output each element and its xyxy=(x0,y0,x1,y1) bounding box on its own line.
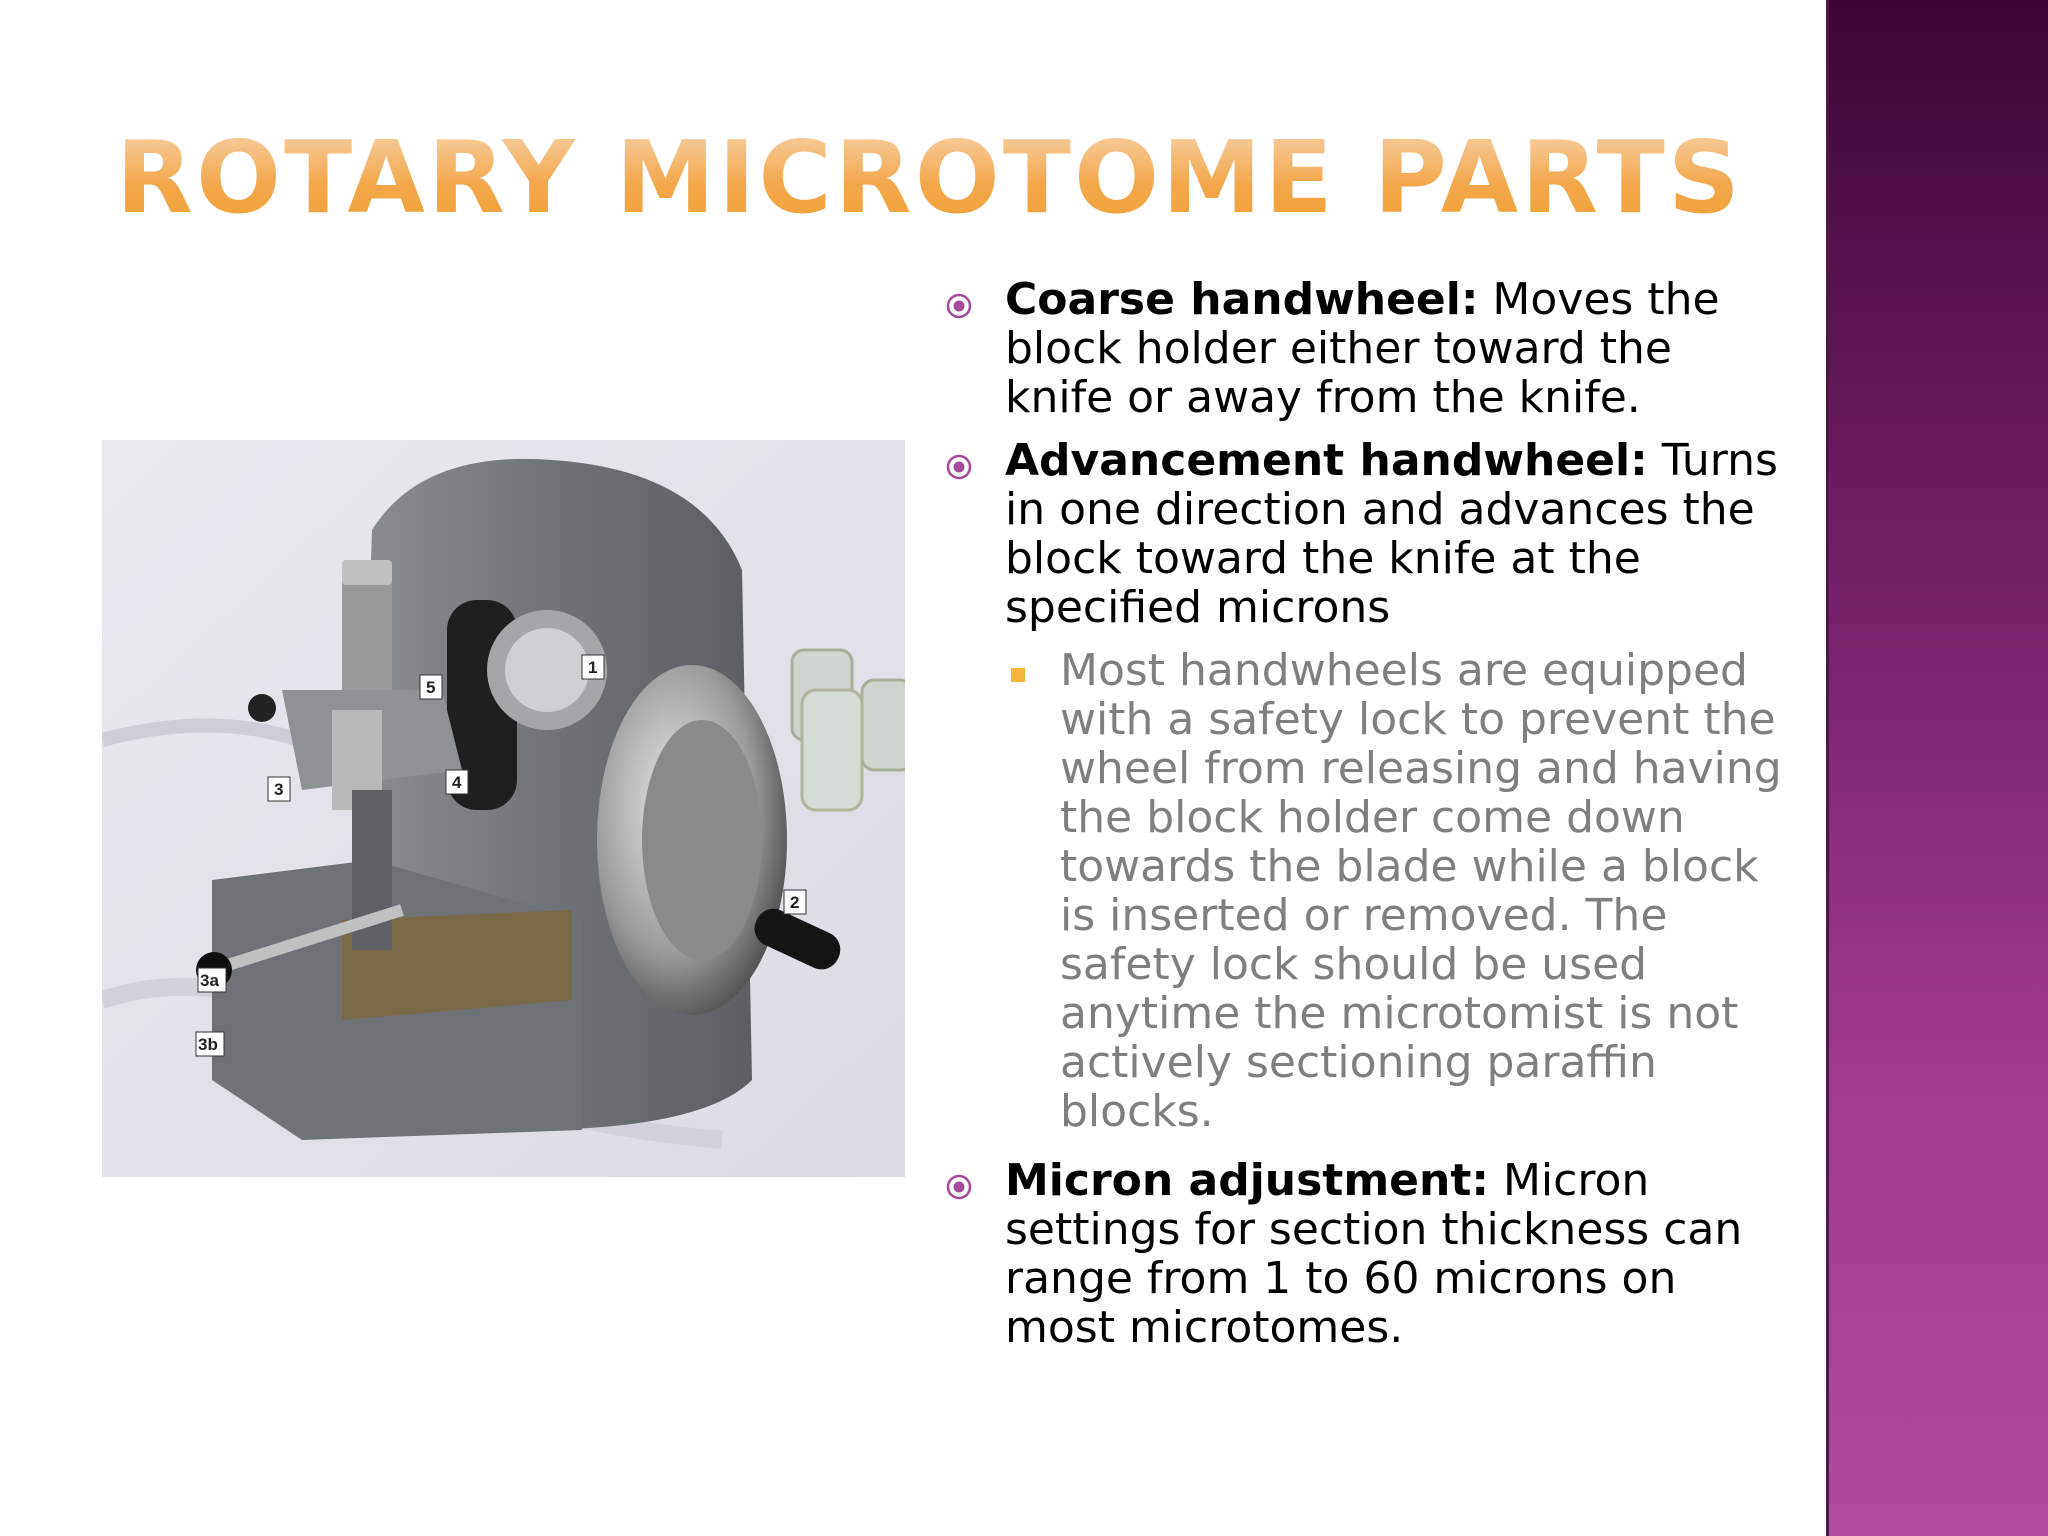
bullet-text xyxy=(1005,1156,1790,1352)
microtome-photo xyxy=(102,440,905,1177)
circle-bullet-icon xyxy=(946,1174,972,1200)
bullet-body: Micron settings for section thickness can range from 1 to 60 microns on most microtomes. xyxy=(1005,1155,1743,1353)
bullet-text xyxy=(1005,436,1790,632)
decorative-sidebar xyxy=(1826,0,2048,1536)
svg-text:3a: 3a xyxy=(200,971,219,990)
slide-title: ROTARY MICROTOME PARTS xyxy=(116,118,1816,238)
square-bullet-icon xyxy=(1011,668,1025,682)
circle-bullet-icon xyxy=(946,454,972,480)
sub-bullet-text: Most handwheels are equipped with a safety lock to prevent the wheel from releasing and having the block holder come down towards the blade while a block is inserted or removed. The safety lock should be used anytime the microtomist is not actively sectioning paraffin blocks. xyxy=(1060,645,1782,1137)
bullet-item xyxy=(940,436,1790,632)
bullet-term: Coarse handwheel: xyxy=(1005,274,1479,325)
bullet-item xyxy=(940,275,1790,422)
svg-text:5: 5 xyxy=(426,678,436,697)
bullet-list xyxy=(940,275,1790,1366)
svg-text:3b: 3b xyxy=(198,1035,218,1054)
bullet-body: Turns in one direction and advances the block toward the knife at the specified microns xyxy=(1005,435,1778,633)
svg-text:4: 4 xyxy=(452,773,462,792)
circle-bullet-icon xyxy=(946,293,972,319)
bullet-body: Moves the block holder either toward the knife or away from the knife. xyxy=(1005,274,1720,423)
svg-text:3: 3 xyxy=(274,780,284,799)
bullet-text xyxy=(1005,275,1790,422)
bullet-item xyxy=(940,1156,1790,1352)
bullet-term: Micron adjustment: xyxy=(1005,1155,1489,1206)
bullet-term: Advancement handwheel: xyxy=(1005,435,1648,486)
svg-text:1: 1 xyxy=(588,658,598,677)
svg-text:2: 2 xyxy=(790,893,800,912)
sub-bullet-item xyxy=(940,646,1790,1136)
